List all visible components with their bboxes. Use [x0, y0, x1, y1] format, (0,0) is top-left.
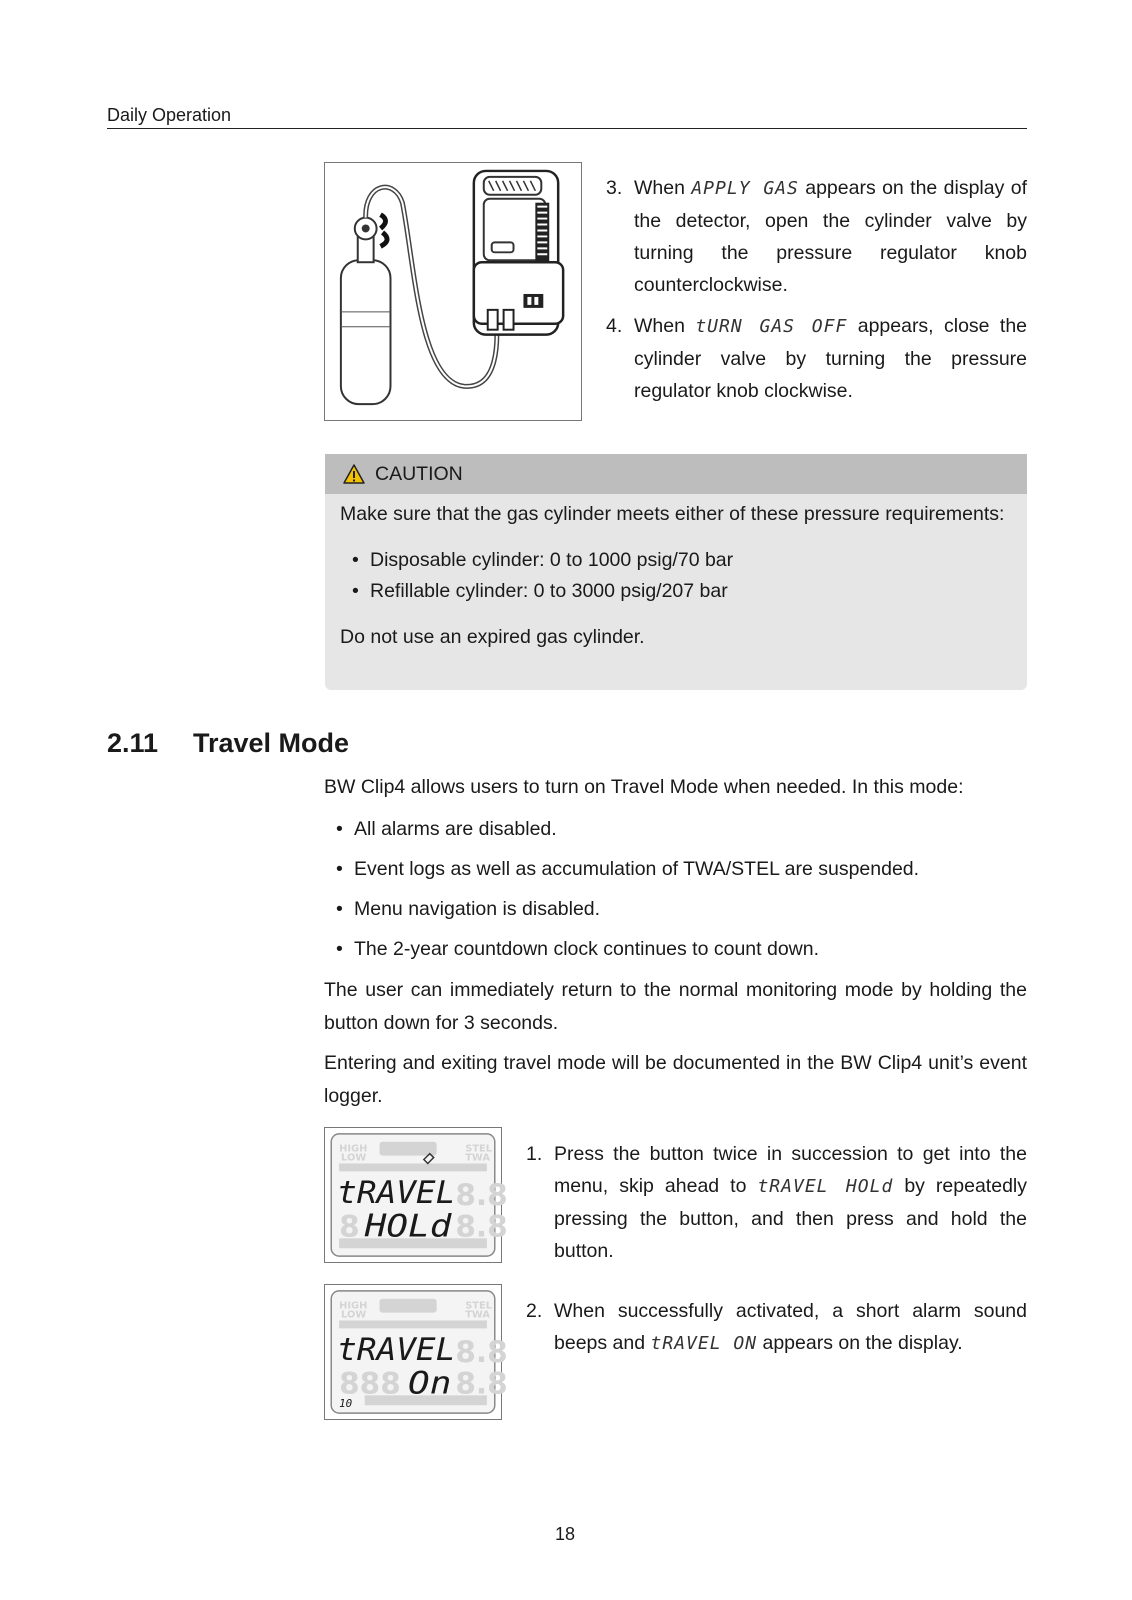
- gas-cylinder: [341, 260, 391, 404]
- caution-body: [325, 494, 1027, 653]
- list-item: • Event logs as well as accumulation of TWA/STEL are suspended.: [336, 853, 1027, 885]
- travel-step: [526, 1295, 1027, 1360]
- section-title: Travel Mode: [193, 728, 350, 758]
- svg-text:8.8: 8.8: [455, 1177, 508, 1212]
- step-text: appears, close the cylinder valve by turning the pressure regulator knob clockwise.: [634, 315, 1028, 402]
- svg-text:HIGH: HIGH: [339, 1143, 368, 1155]
- list-item: • Disposable cylinder: 0 to 1000 psig/70 bar: [352, 545, 1013, 576]
- warning-icon: [343, 464, 365, 484]
- step-text: Press the button twice in succession to get into the menu, skip ahead to: [554, 1143, 1027, 1197]
- section-intro: BW Clip4 allows users to turn on Travel Mode when needed. In this mode:: [324, 776, 964, 798]
- calibration-steps: [606, 172, 1027, 407]
- step-text: When successfully activated, a short alarm sound beeps and: [554, 1300, 1027, 1354]
- lcd-line-2: On: [408, 1365, 452, 1402]
- page-number: 18: [555, 1524, 576, 1544]
- svg-text:LOW: LOW: [341, 1152, 367, 1164]
- step-number: 2.: [526, 1300, 543, 1322]
- svg-text:8.8: 8.8: [455, 1209, 508, 1244]
- lcd-line-1: tRAVEL: [337, 1331, 456, 1368]
- lcd-line-1: tRAVEL: [337, 1174, 456, 1211]
- step-text: by repeatedly pressing the button, and then press and hold the button.: [554, 1175, 1027, 1262]
- caution-header: [325, 454, 1027, 494]
- lcd-message: APPLY GAS: [691, 178, 799, 199]
- lcd-screen-on: [324, 1284, 508, 1420]
- travel-steps-2: [526, 1295, 1027, 1360]
- calibration-step: [606, 172, 1027, 301]
- step-text: appears on the display of the detector, open the cylinder valve by turning the pressure regulator knob counterclockwise.: [634, 177, 1027, 296]
- list-item: • All alarms are disabled.: [336, 813, 1027, 845]
- lcd-message: tURN GAS OFF: [695, 316, 848, 337]
- section-body: [324, 771, 1027, 1113]
- svg-text:STEL: STEL: [465, 1300, 493, 1312]
- lcd-message: tRAVEL HOLd: [757, 1176, 894, 1197]
- step-text: appears on the display.: [762, 1332, 963, 1354]
- step-text: When: [634, 315, 685, 337]
- svg-text:TWA: TWA: [465, 1152, 490, 1164]
- step-number: 3.: [606, 177, 623, 199]
- svg-text:HIGH: HIGH: [339, 1300, 368, 1312]
- paragraph: The user can immediately return to the normal monitoring mode by holding the button down for 3 seconds.: [324, 979, 1027, 1034]
- rotation-arrows-icon: [381, 215, 387, 247]
- list-item: • The 2-year countdown clock continues to count down.: [336, 933, 1027, 965]
- svg-text:LOW: LOW: [341, 1309, 367, 1321]
- travel-step: [526, 1138, 1027, 1267]
- svg-text:888: 888: [339, 1366, 401, 1401]
- svg-text:8.8: 8.8: [455, 1334, 508, 1369]
- svg-text:TWA: TWA: [465, 1309, 490, 1321]
- lcd-line-2: HOLd: [363, 1208, 453, 1245]
- caution-footer: Do not use an expired gas cylinder.: [340, 626, 645, 648]
- step-number: 1.: [526, 1143, 543, 1165]
- caution-box: [325, 454, 1027, 690]
- paragraph: Entering and exiting travel mode will be documented in the BW Clip4 unit’s event logger.: [324, 1052, 1027, 1107]
- step-number: 4.: [606, 315, 623, 337]
- section-number: 2.11: [107, 728, 159, 758]
- svg-text:8.8: 8.8: [455, 1366, 508, 1401]
- header-rule: [107, 128, 1027, 129]
- travel-mode-bullets: [336, 813, 1027, 965]
- lcd-message: tRAVEL ON: [650, 1333, 758, 1354]
- caution-title: CAUTION: [375, 462, 463, 485]
- calibration-illustration: [324, 162, 582, 421]
- lcd-screen-hold: [324, 1127, 508, 1263]
- svg-text:8: 8: [339, 1209, 360, 1244]
- travel-steps-1: [526, 1138, 1027, 1267]
- list-item: • Menu navigation is disabled.: [336, 893, 1027, 925]
- step-text: When: [634, 177, 685, 199]
- svg-text:STEL: STEL: [465, 1143, 493, 1155]
- running-header: Daily Operation: [107, 105, 232, 125]
- list-item: • Refillable cylinder: 0 to 3000 psig/207 bar: [352, 576, 1013, 607]
- lcd-corner-value: 10: [339, 1397, 353, 1411]
- calibration-step: [606, 310, 1027, 407]
- caution-list: [352, 545, 1013, 607]
- caution-intro: Make sure that the gas cylinder meets either of these pressure requirements:: [340, 503, 1005, 525]
